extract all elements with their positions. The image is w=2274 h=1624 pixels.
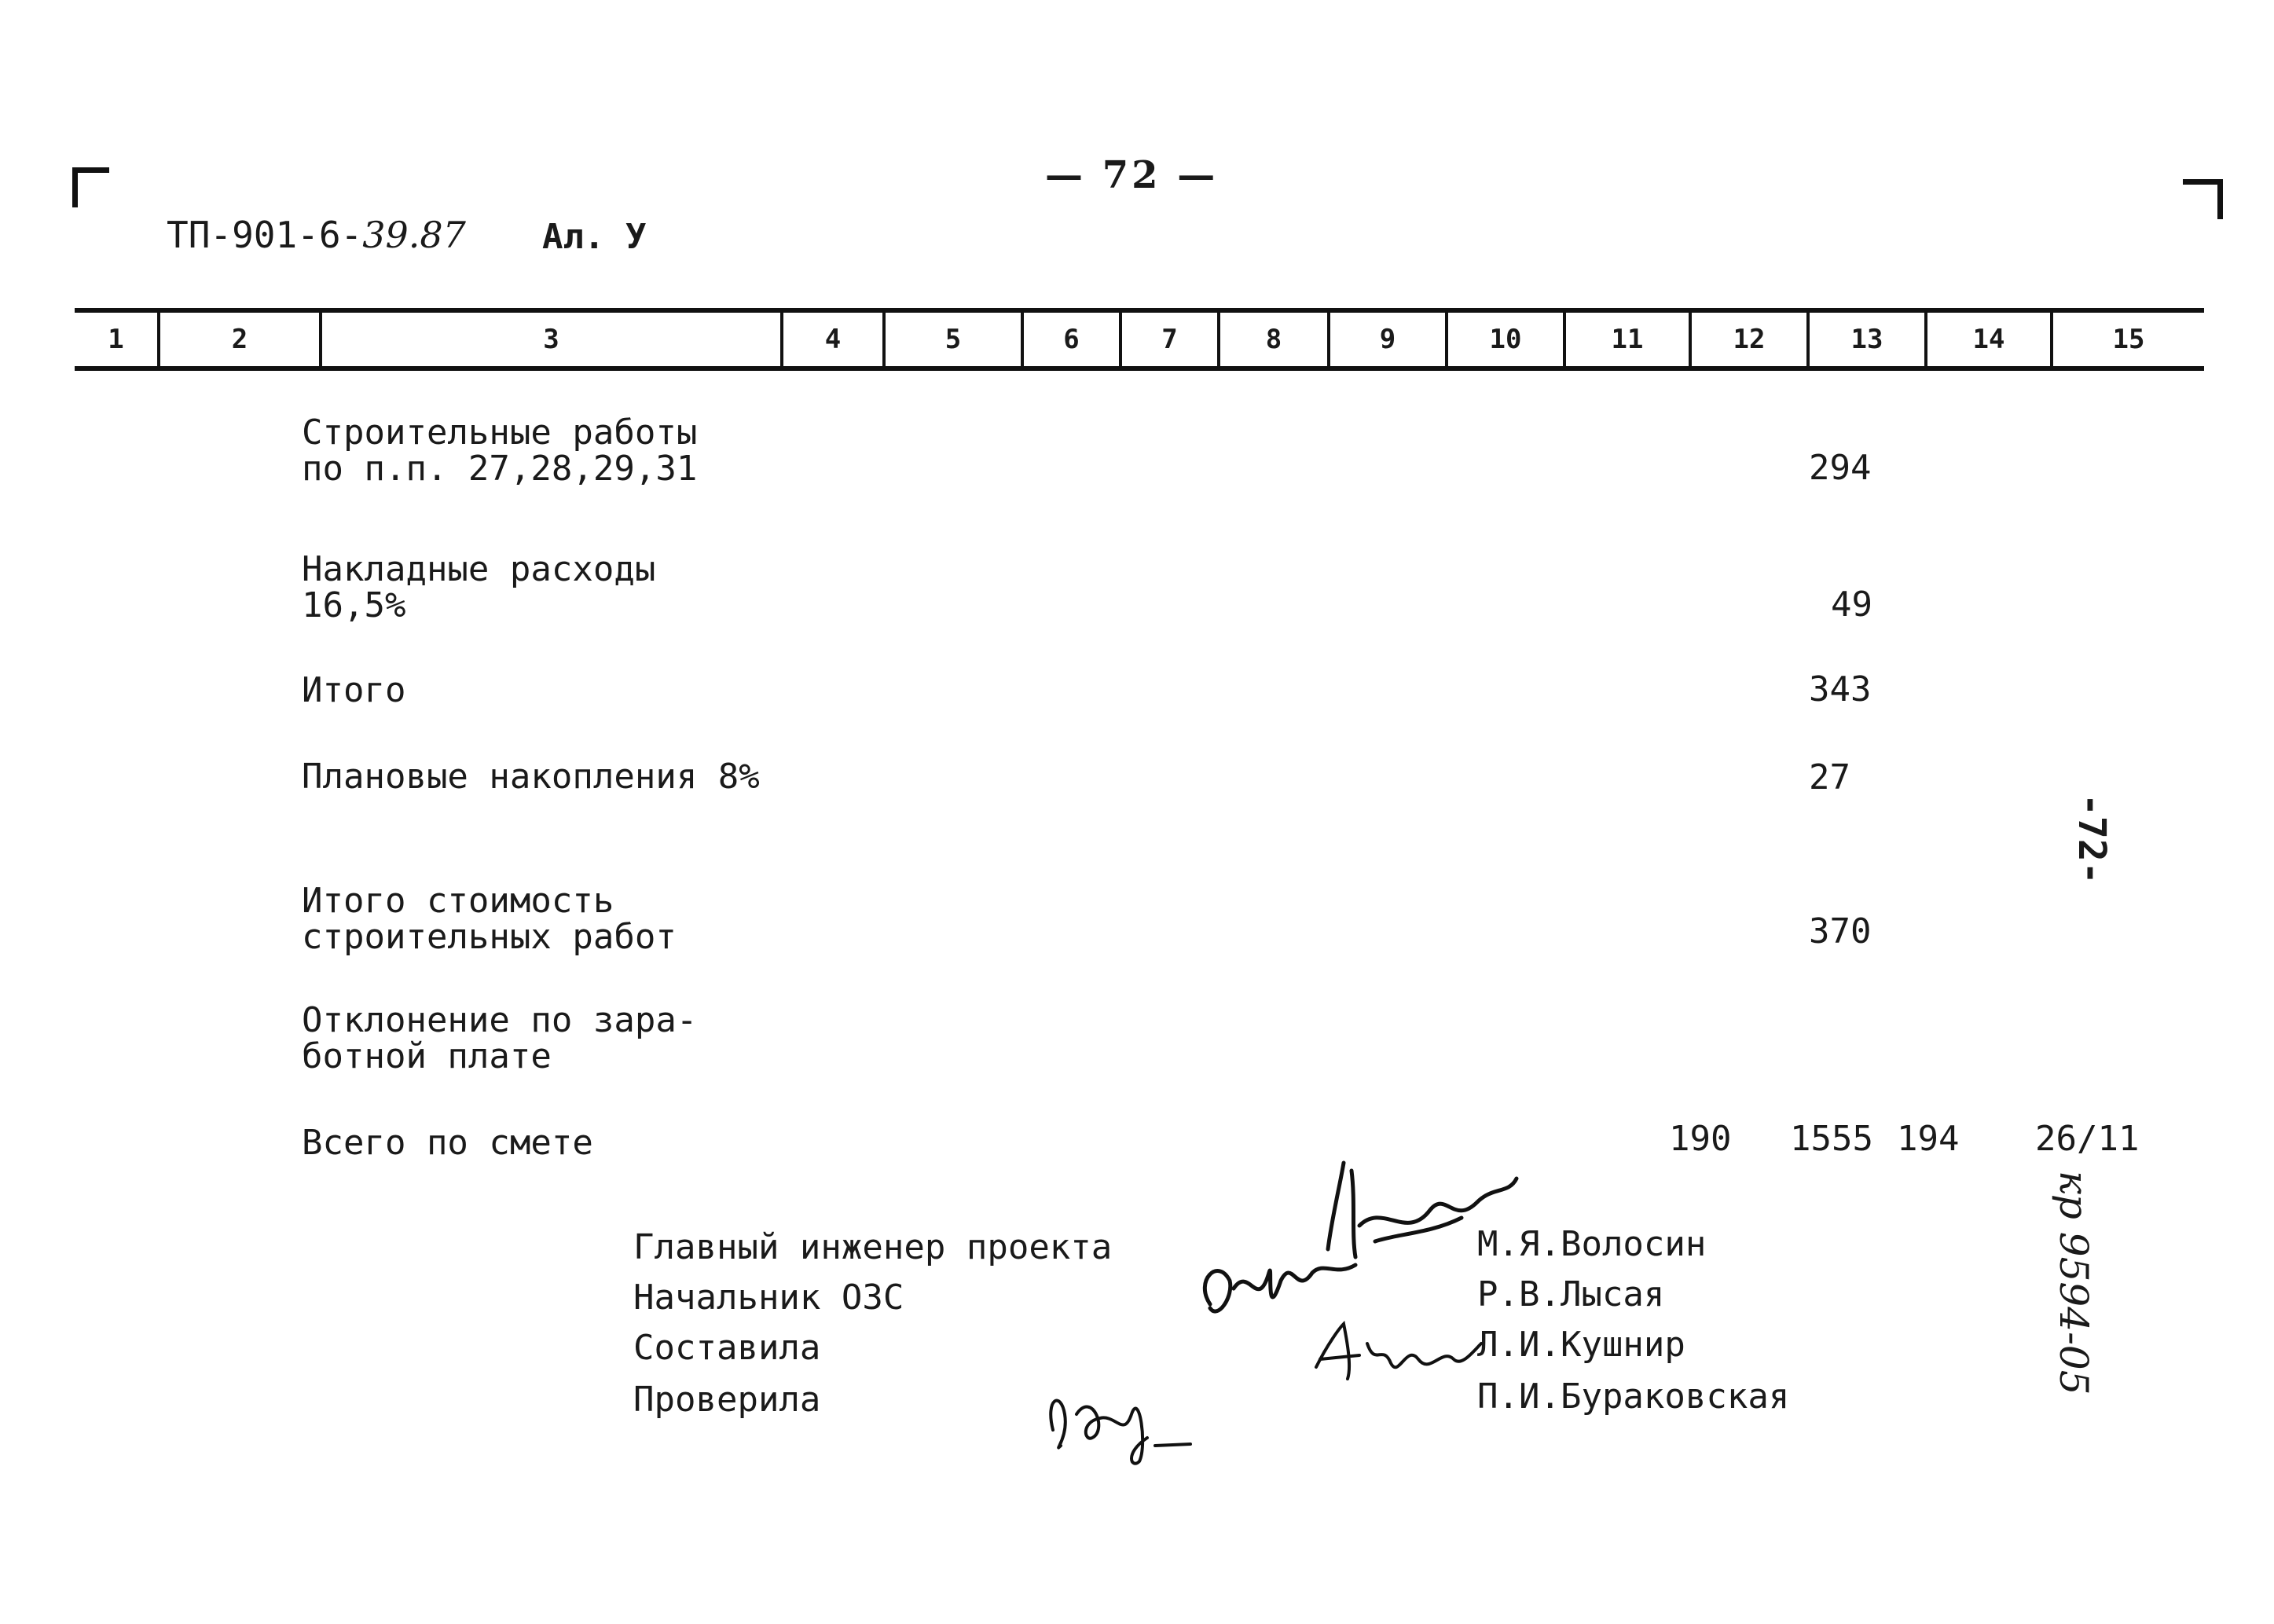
column-number: 9 — [1327, 313, 1445, 366]
column-number: 13 — [1806, 313, 1924, 366]
signature-checked-by — [1037, 1367, 1242, 1477]
value-col14: 194 — [1897, 1119, 1960, 1159]
column-number: 2 — [157, 313, 319, 366]
column-header-row — [75, 308, 2204, 371]
row-label-line: Накладные расходы — [302, 549, 656, 589]
row-label-line: Всего по смете — [302, 1123, 593, 1163]
signature-compiled-by — [1304, 1312, 1485, 1399]
column-number: 3 — [319, 313, 780, 366]
row-label-line: Отклонение по зара- — [302, 1000, 698, 1040]
value-col13: 1555 — [1790, 1119, 1873, 1159]
sheet-label: Ал. У — [542, 217, 647, 257]
column-number: 12 — [1689, 313, 1806, 366]
corner-mark-top-left — [72, 167, 109, 207]
row-label-line: Итого — [302, 670, 406, 710]
signatory-role: Проверила — [633, 1380, 821, 1420]
column-number: 15 — [2050, 313, 2204, 366]
margin-page-number: -72- — [2070, 794, 2114, 885]
value-col13: 27 — [1809, 757, 1850, 797]
signatory-name: М.Я.Волосин — [1477, 1224, 1707, 1264]
signatory-name: Р.В.Лысая — [1477, 1274, 1665, 1314]
corner-mark-top-right — [2183, 179, 2223, 219]
column-number: 14 — [1924, 313, 2050, 366]
column-number: 1 — [108, 324, 124, 355]
document-code-handwritten: 39.87 — [362, 214, 466, 256]
value-col12: 190 — [1669, 1119, 1732, 1159]
row-label-line: Плановые накопления 8% — [302, 757, 760, 797]
column-number: 8 — [1217, 313, 1327, 366]
value-col13: 49 — [1831, 585, 1872, 625]
row-label-line: ботной плате — [302, 1036, 552, 1076]
signatory-role: Составила — [633, 1328, 821, 1368]
page-number: — 72 — — [1045, 153, 1219, 197]
column-number: 10 — [1445, 313, 1563, 366]
row-label-line: 16,5% — [302, 585, 406, 625]
value-col15: 26/11 — [2035, 1119, 2140, 1159]
column-number: 5 — [882, 313, 1021, 366]
column-number: 11 — [1563, 313, 1689, 366]
column-number: 7 — [1119, 313, 1217, 366]
value-col13: 343 — [1809, 669, 1872, 709]
value-col13: 370 — [1809, 911, 1872, 951]
row-label-line: Итого стоимость — [302, 881, 614, 921]
column-number: 4 — [780, 313, 882, 366]
signatory-name: Л.И.Кушнир — [1477, 1325, 1685, 1365]
value-col13: 294 — [1809, 448, 1872, 488]
document-code-prefix: ТП-901-6- — [167, 214, 363, 256]
document-code — [167, 214, 466, 256]
signatory-role: Начальник ОЗС — [633, 1278, 904, 1318]
row-label-line: строительных работ — [302, 917, 677, 957]
signatory-name: П.И.Бураковская — [1477, 1377, 1790, 1417]
signatory-role: Главный инженер проекта — [633, 1227, 1113, 1267]
column-number: 6 — [1021, 313, 1119, 366]
margin-archive-code: кр 9594-05 — [2051, 1171, 2096, 1395]
row-label-line: Строительные работы — [302, 412, 698, 453]
row-label-line: по п.п. 27,28,29,31 — [302, 449, 698, 489]
